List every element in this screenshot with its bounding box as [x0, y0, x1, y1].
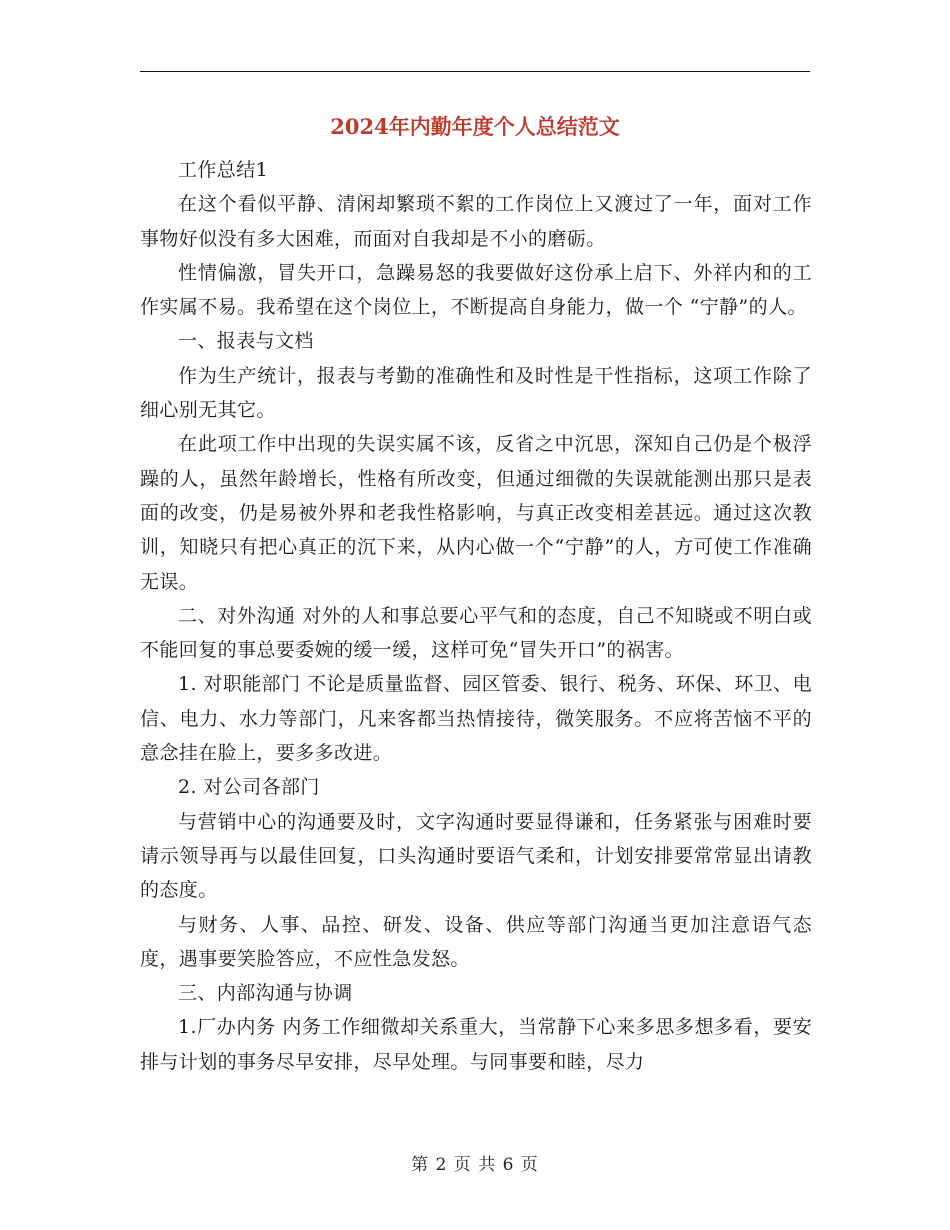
header-rule [140, 71, 810, 72]
paragraph: 1. 对职能部门 不论是质量监督、园区管委、银行、税务、环保、环卫、电信、电力、水力等部门，凡来客都当热情接待，微笑服务。不应将苦恼不平的意念挂在脸上，要多多改进。 [140, 673, 812, 765]
paragraph: 二、对外沟通 对外的人和事总要心平气和的态度，自己不知晓或不明白或不能回复的事总要委婉的缓一缓，这样可免“冒失开口”的祸害。 [140, 604, 812, 662]
paragraph: 工作总结1 [178, 159, 269, 181]
paragraph: 性情偏激，冒失开口，急躁易怒的我要做好这份承上启下、外祥内和的工作实属不易。我希望在这个岗位上，不断提高自身能力，做一个 “宁静”的人。 [140, 261, 812, 319]
paragraph: 在此项工作中出现的失误实属不该，反省之中沉思，深知自己仍是个极浮躁的人，虽然年龄增长，性格有所改变，但通过细微的失误就能测出那只是表面的改变，仍是易被外界和老我性格影响，与真正改变相差甚远。通过这次教训，知晓只有把心真正的沉下来，从内心做一个“宁静”的人，方可使工作准确无误。 [140, 433, 812, 593]
paragraph: 在这个看似平静、清闲却繁琐不絮的工作岗位上又渡过了一年，面对工作事物好似没有多大困难，而面对自我却是不小的磨砺。 [140, 193, 812, 250]
sub-heading: 2. 对公司各部门 [178, 776, 320, 799]
paragraph: 与财务、人事、品控、研发、设备、供应等部门沟通当更加注意语气态度，遇事要笑脸答应，不应性急发怒。 [140, 913, 812, 970]
section-heading: 一、报表与文档 [178, 330, 314, 353]
document-body [140, 153, 812, 1079]
paragraph: 作为生产统计，报表与考勤的准确性和及时性是干性指标，这项工作除了细心别无其它。 [140, 364, 812, 422]
paragraph: 1.厂办内务 内务工作细微却关系重大，当常静下心来多思多想多看，要安排与计划的事务尽早安排，尽早处理。与同事要和睦，尽力 [140, 1016, 812, 1073]
section-heading: 三、内部沟通与协调 [178, 982, 353, 1005]
page-number: 第 2 页 共 6 页 [411, 1155, 539, 1175]
document-title: 2024年内勤年度个人总结范文 [330, 114, 620, 139]
paragraph: 与营销中心的沟通要及时，文字沟通时要显得谦和，任务紧张与困难时要请示领导再与以最佳回复，口头沟通时要语气柔和，计划安排要常常显出请教的态度。 [140, 810, 812, 902]
